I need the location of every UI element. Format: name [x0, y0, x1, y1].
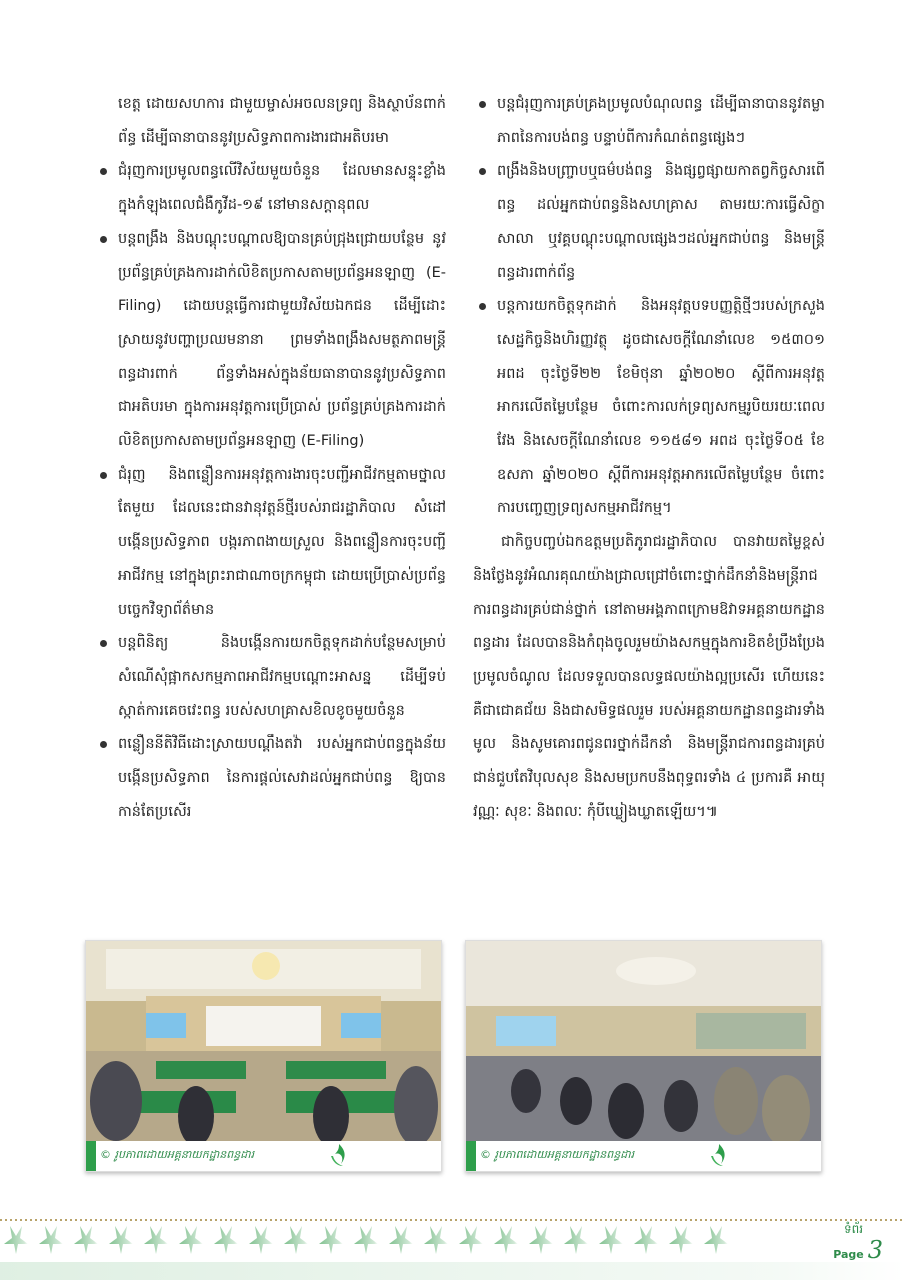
audience-image — [466, 941, 821, 1141]
list-item: បន្តពិនិត្យ និងបង្កើនការយកចិត្តទុកដាក់បន្ថែមសម្រាប់សំណើសុំផ្អាកសកម្មភាពអាជីវកម្មបណ្តោះអាសន្ន ដើម្បីទប់ស្កាត់ការគេចវេះពន្ធ របស់សហគ្រាសខិលខូចមួយចំនួន — [94, 627, 446, 728]
page-number-label — [833, 1222, 883, 1264]
conference-photo-1 — [85, 940, 442, 1172]
list-item: ពង្រឹងនិងបញ្ច្រាបឬធម៌បង់ពន្ធ និងផ្សព្វផ្សាយកាតព្វកិច្ចសារពើពន្ធ ដល់អ្នកជាប់ពន្ធនិងសហគ្រាស តាមរយៈការធ្វើសិក្ខាសាលា ឬវគ្គបណ្តុះបណ្តាលផ្សេងៗដល់អ្នកជាប់ពន្ធ និងមន្ត្រីពន្ធដារពាក់ព័ន្ធ — [473, 155, 825, 290]
list-item: ពន្លឿននីតិវិធីដោះស្រាយបណ្តឹងតវ៉ា របស់អ្នកជាប់ពន្ធក្នុងន័យបង្កើនប្រសិទ្ធភាព នៃការផ្តល់សេវាដល់អ្នកជាប់ពន្ធ ឱ្យបានកាន់តែប្រសើរ — [94, 728, 446, 829]
page-label-en: Page — [833, 1248, 864, 1261]
bullet-icon — [100, 168, 107, 175]
footer-ornament — [0, 1218, 905, 1280]
bullet-icon — [479, 168, 486, 175]
photo-caption: © រូបភាពដោយអគ្គនាយកដ្ឋានពន្ធដារ — [100, 1148, 255, 1161]
page-label-khmer: ទំព័រ — [843, 1222, 863, 1236]
photo-caption-bar — [86, 1141, 441, 1171]
list-item: ជំរុញការប្រមូលពន្ធលើវិស័យមួយចំនួន ដែលមានសន្ទុះខ្លាំងក្នុងកំឡុងពេលជំងឺកូវីដ-១៩ នៅមានសក្តានុពល — [94, 155, 446, 222]
gdt-logo-icon — [707, 1142, 731, 1168]
conference-photo-2 — [465, 940, 822, 1172]
photo-caption: © រូបភាពដោយអគ្គនាយកដ្ឋានពន្ធដារ — [480, 1148, 635, 1161]
photo-caption-bar — [466, 1141, 821, 1171]
page-number: 3 — [867, 1236, 883, 1264]
right-column — [473, 88, 825, 829]
meeting-room-image — [86, 941, 441, 1141]
closing-paragraph: ជាកិច្ចបញ្ចប់ឯកឧត្តមប្រតិភូរាជរដ្ឋាភិបាល បានវាយតម្លៃខ្ពស់ និងថ្លែងនូវអំណរគុណយ៉ាងជ្រាលជ្រៅចំពោះថ្នាក់ដឹកនាំនិងមន្ត្រីរាជការពន្ធដារគ្រប់ជាន់ថ្នាក់ នៅតាមអង្គភាពក្រោមឱវាទអគ្គនាយកដ្ឋានពន្ធដារ ដែលបាននិងកំពុងចូលរួមយ៉ាងសកម្មក្នុងការខិតខំប្រឹងប្រែងប្រមូលចំណូល ដែលទទួលបានលទ្ធផលយ៉ាងល្អប្រសើរ ហើយនេះគឺជាជោគជ័យ និងជាសមិទ្ធផលរួម របស់អគ្គនាយកដ្ឋានពន្ធដារទាំងមូល និងសូមគោរពជូនពរថ្នាក់ដឹកនាំ និងមន្ត្រីរាជការពន្ធដារគ្រប់ជាន់ជួបតែវិបុលសុខ និងសមប្រកបនឹងពុទ្ធពរទាំង ៤ ប្រការគឺ អាយុ វណ្ណៈ សុខៈ និងពលៈ កុំបីឃ្លៀងឃ្លាតឡើយ។៕ — [473, 534, 825, 820]
bullet-icon — [100, 472, 107, 479]
bullet-icon — [479, 101, 486, 108]
list-item: បន្តពង្រឹង និងបណ្តុះបណ្តាលឱ្យបានគ្រប់ជ្រុងជ្រោយបន្ថែម នូវប្រព័ន្ធគ្រប់គ្រងការដាក់លិខិតប្រកាសតាមប្រព័ន្ធអនឡាញ (E-Filing) ដោយបន្តធ្វើការជាមួយវិស័យឯកជន ដើម្បីដោះស្រាយនូវបញ្ហាប្រឈមនានា ព្រមទាំងពង្រឹងសមត្ថភាពមន្ត្រីពន្ធដារពាក់ ព័ន្ធទាំងអស់ក្នុងន័យធានាបាននូវប្រសិទ្ធភាពជាអតិបរមា ក្នុងការអនុវត្តការប្រើប្រាស់ ប្រព័ន្ធគ្រប់គ្រងការដាក់លិខិតប្រកាសតាមប្រព័ន្ធអនឡាញ (E-Filing) — [94, 223, 446, 459]
left-column — [94, 88, 446, 829]
list-item: បន្តការយកចិត្តទុកដាក់ និងអនុវត្តបទបញ្ញត្តិថ្មីៗរបស់ក្រសួងសេដ្ឋកិច្ចនិងហិរញ្ញវត្ថុ ដូចជាសេចក្តីណែនាំលេខ ១៥៣០១ អពដ ចុះថ្ងៃទី២២ ខែមិថុនា ឆ្នាំ២០២០ ស្តីពីការអនុវត្តអាករលើតម្លៃបន្ថែម ចំពោះការលក់ទ្រព្យសកម្មរូបិយរយៈពេលវែង និងសេចក្តីណែនាំលេខ ១១៥៨១ អពដ ចុះថ្ងៃទី០៥ ខែឧសភា ឆ្នាំ២០២០ ស្តីពីការអនុវត្តអាករលើតម្លៃបន្ថែម ចំពោះការបញ្ចេញទ្រព្យសកម្មអាជីវកម្ម។ — [473, 290, 825, 526]
bullet-icon — [100, 741, 107, 748]
caption-accent — [466, 1141, 476, 1171]
bullet-icon — [479, 303, 486, 310]
bullet-icon — [100, 640, 107, 647]
gdt-logo-icon — [327, 1142, 351, 1168]
bullet-icon — [100, 236, 107, 243]
list-item: បន្តជំរុញការគ្រប់គ្រងប្រមូលបំណុលពន្ធ ដើម្បីធានាបាននូវតម្លាភាពនៃការបង់ពន្ធ បន្ទាប់ពីការកំណត់ពន្ធផ្សេងៗ — [473, 88, 825, 155]
caption-accent — [86, 1141, 96, 1171]
list-item: ជំរុញ និងពន្លឿនការអនុវត្តការងារចុះបញ្ជីអាជីវកម្មតាមថ្នាលតែមួយ ដែលនេះជានវានុវត្តន៍ថ្មីរបស់រាជរដ្ឋាភិបាល សំដៅបង្កើនប្រសិទ្ធភាព បង្ករភាពងាយស្រួល និងពន្លឿនការចុះបញ្ជីអាជីវកម្ម នៅក្នុងព្រះរាជាណាចក្រកម្ពុជា ដោយប្រើប្រាស់ប្រព័ន្ធបច្ចេកវិទ្យាព័ត៌មាន — [94, 459, 446, 628]
intro-continuation: ខេត្ត ដោយសហការ ជាមួយម្ចាស់អចលនទ្រព្យ និងស្ថាប័នពាក់ព័ន្ធ ដើម្បីធានាបាននូវប្រសិទ្ធភាពការងារជាអតិបរមា — [118, 96, 446, 146]
